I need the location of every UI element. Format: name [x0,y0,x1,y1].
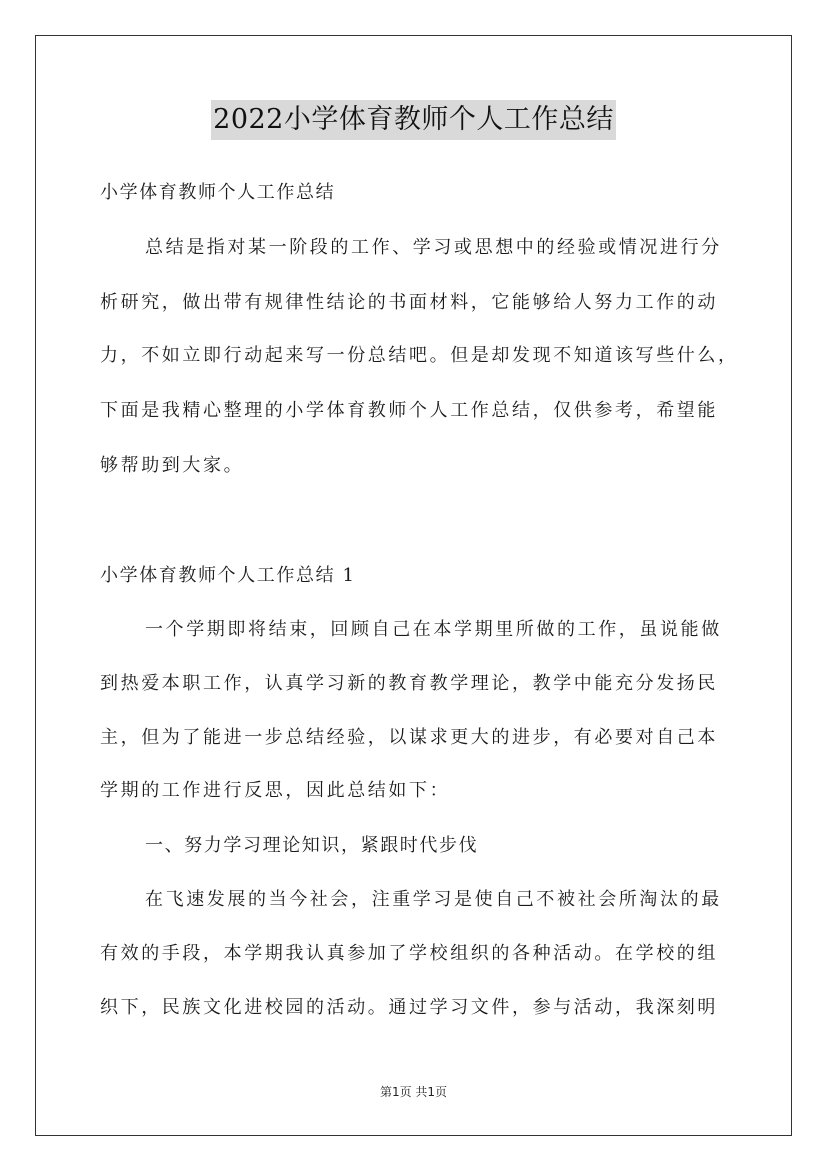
para1-line-3: 主，但为了能进一步总结经验，以谋求更大的进步，有必要对自己本 [100,727,718,748]
point-heading: 一、努力学习理论知识，紧跟时代步伐 [145,835,479,856]
para1-line-1: 一个学期即将结束，回顾自己在本学期里所做的工作，虽说能做 [145,619,722,640]
intro-line-5: 够帮助到大家。 [100,455,245,476]
section-heading: 小学体育教师个人工作总结 1 [100,565,356,586]
document-subtitle: 小学体育教师个人工作总结 [100,182,336,203]
title-wrapper [0,100,827,140]
para1-line-4: 学期的工作进行反思，因此总结如下： [100,780,451,801]
para1-line-2: 到热爱本职工作，认真学习新的教育教学理论，教学中能充分发扬民 [100,673,718,694]
intro-line-3: 力，不如立即行动起来写一份总结吧。但是却发现不知道该写些什么， [100,345,739,366]
para2-line-1: 在飞速发展的当今社会，注重学习是使自己不被社会所淘汰的最 [145,889,722,910]
intro-line-2: 析研究，做出带有规律性结论的书面材料，它能够给人努力工作的动 [100,292,718,313]
para2-line-2: 有效的手段，本学期我认真参加了学校组织的各种活动。在学校的组 [100,943,718,964]
page-footer: 第1页 共1页 [379,1085,448,1099]
intro-line-1: 总结是指对某一阶段的工作、学习或思想中的经验或情况进行分 [145,237,722,258]
intro-line-4: 下面是我精心整理的小学体育教师个人工作总结，仅供参考，希望能 [100,400,718,421]
para2-line-3: 织下，民族文化进校园的活动。通过学习文件，参与活动，我深刻明 [100,997,718,1018]
document-title: 2022小学体育教师个人工作总结 [211,100,616,140]
